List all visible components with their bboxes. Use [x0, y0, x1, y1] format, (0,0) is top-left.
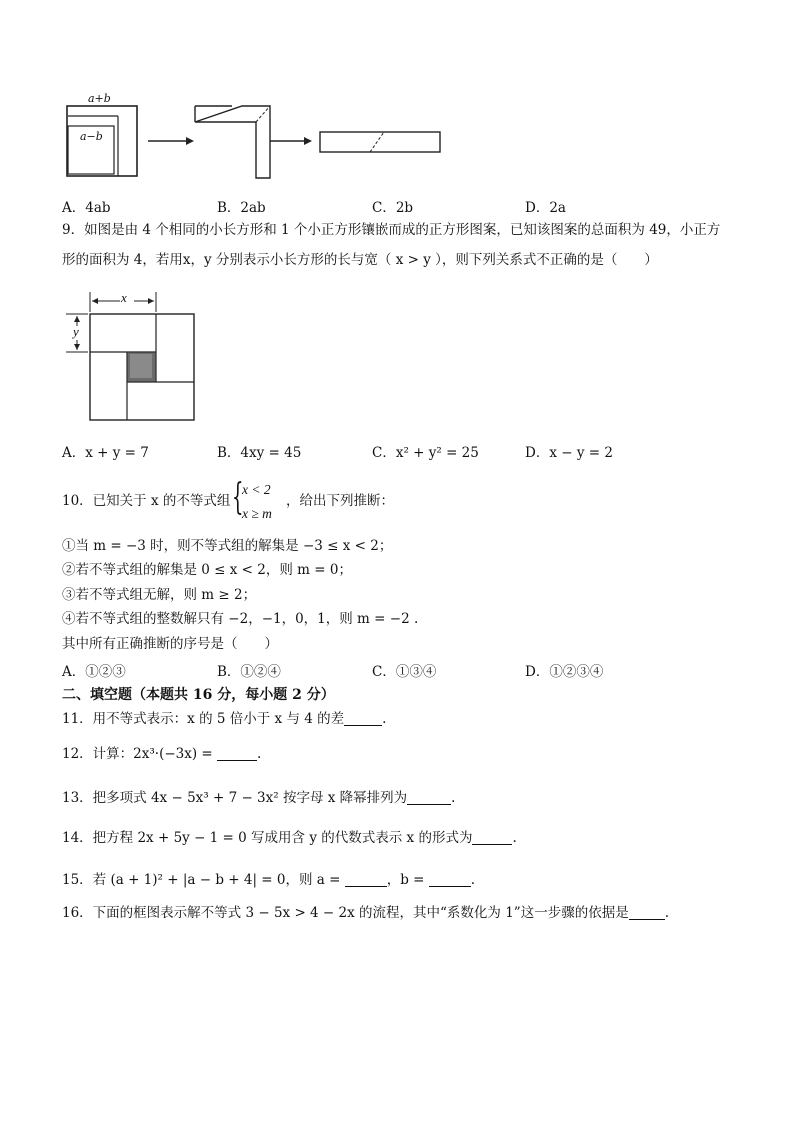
q9-option-d[interactable]: D．x − y = 2: [525, 445, 613, 461]
q8-label-inner: a−b: [80, 130, 103, 143]
q11-answer-blank[interactable]: [344, 711, 382, 726]
q13-answer-blank[interactable]: [407, 790, 451, 805]
q9-stem-line2: 形的面积为 4，若用x，y 分别表示小长方形的长与宽（ x > y ），则下列关系式不正确的是（ ）: [62, 252, 658, 268]
q12: [62, 745, 261, 763]
q13-text: 13．把多项式 4x − 5x³ + 7 − 3x² 按字母 x 降幂排列为: [62, 790, 408, 806]
q9-label-y: y: [73, 324, 79, 339]
q12-answer-blank[interactable]: [217, 746, 257, 761]
q8-option-b[interactable]: B．2ab: [217, 200, 266, 216]
q9-option-c[interactable]: C．x² + y² = 25: [372, 445, 479, 461]
q9-figure: [60, 284, 200, 424]
q8-option-a[interactable]: A．4ab: [62, 200, 111, 216]
q10-option-d[interactable]: D．①②③④: [525, 664, 604, 680]
q10-option-c[interactable]: C．①③④: [372, 664, 437, 680]
q9-option-a[interactable]: A．x + y = 7: [62, 445, 149, 461]
q8-long-rect: [320, 132, 440, 152]
q15-text-a: 15．若 (a + 1)² + |a − b + 4| = 0，则 a =: [62, 872, 341, 888]
q16-text: 16．下面的框图表示解不等式 3 − 5x > 4 − 2x 的流程，其中“系数化为 1”这一步骤的依据是: [62, 905, 629, 921]
q11-period: .: [382, 711, 387, 727]
q13: [62, 789, 455, 807]
q16: [62, 904, 669, 922]
q9-stem-line1: 9．如图是由 4 个相同的小长方形和 1 个小正方形镶嵌而成的正方形图案，已知该图案的总面积为 49，小正方: [62, 222, 721, 238]
q10-system-top: x < 2: [242, 482, 271, 497]
q11-text: 11．用不等式表示：x 的 5 倍小于 x 与 4 的差: [62, 711, 345, 727]
q10-item-4: ④若不等式组的整数解只有 −2，−1，0，1，则 m = −2 .: [62, 611, 419, 627]
q8-label-top: a+b: [88, 92, 111, 105]
q15-period: .: [470, 872, 476, 888]
q10-brace: {: [232, 477, 244, 518]
q10-item-1: ①当 m = −3 时，则不等式组的解集是 −3 ≤ x < 2；: [62, 538, 393, 554]
q8-option-c[interactable]: C．2b: [372, 200, 414, 216]
q10-option-b[interactable]: B．①②④: [217, 664, 281, 680]
q10-stem-prefix: 10．已知关于 x 的不等式组: [62, 493, 231, 509]
q14: [62, 829, 517, 847]
q9-label-x: x: [121, 290, 127, 305]
q8-figure: [60, 92, 450, 192]
q10-stem-suffix: ，给出下列推断：: [286, 493, 394, 509]
q15-answer-blank-a[interactable]: [345, 872, 387, 887]
q12-period: .: [257, 746, 262, 762]
q10-option-a[interactable]: A．①②③: [62, 664, 126, 680]
q10-item-2: ②若不等式组的解集是 0 ≤ x < 2，则 m = 0；: [62, 562, 352, 578]
q15-answer-blank-b[interactable]: [429, 872, 471, 887]
q14-period: .: [512, 830, 517, 846]
q14-answer-blank[interactable]: [472, 830, 512, 845]
q14-text: 14．把方程 2x + 5y − 1 = 0 写成用含 y 的代数式表示 x 的形式为: [62, 830, 473, 846]
q11: [62, 710, 386, 728]
q15-text-b: ，b =: [386, 872, 425, 888]
section-2-heading: 二、填空题（本题共 16 分，每小题 2 分）: [62, 687, 335, 703]
q9-option-b[interactable]: B．4xy = 45: [217, 445, 302, 461]
q16-period: .: [664, 905, 670, 921]
q10-item-3: ③若不等式组无解，则 m ≥ 2；: [62, 587, 257, 603]
q16-answer-blank[interactable]: [629, 905, 665, 920]
q15: [62, 871, 475, 889]
q10-question: 其中所有正确推断的序号是（ ）: [62, 636, 278, 652]
q12-text: 12．计算：2x³·(−3x) =: [62, 746, 213, 762]
q8-l-shape: [195, 106, 270, 178]
q13-period: .: [451, 790, 456, 806]
q10-system-bottom: x ≥ m: [242, 506, 272, 521]
q8-option-d[interactable]: D．2a: [525, 200, 566, 216]
